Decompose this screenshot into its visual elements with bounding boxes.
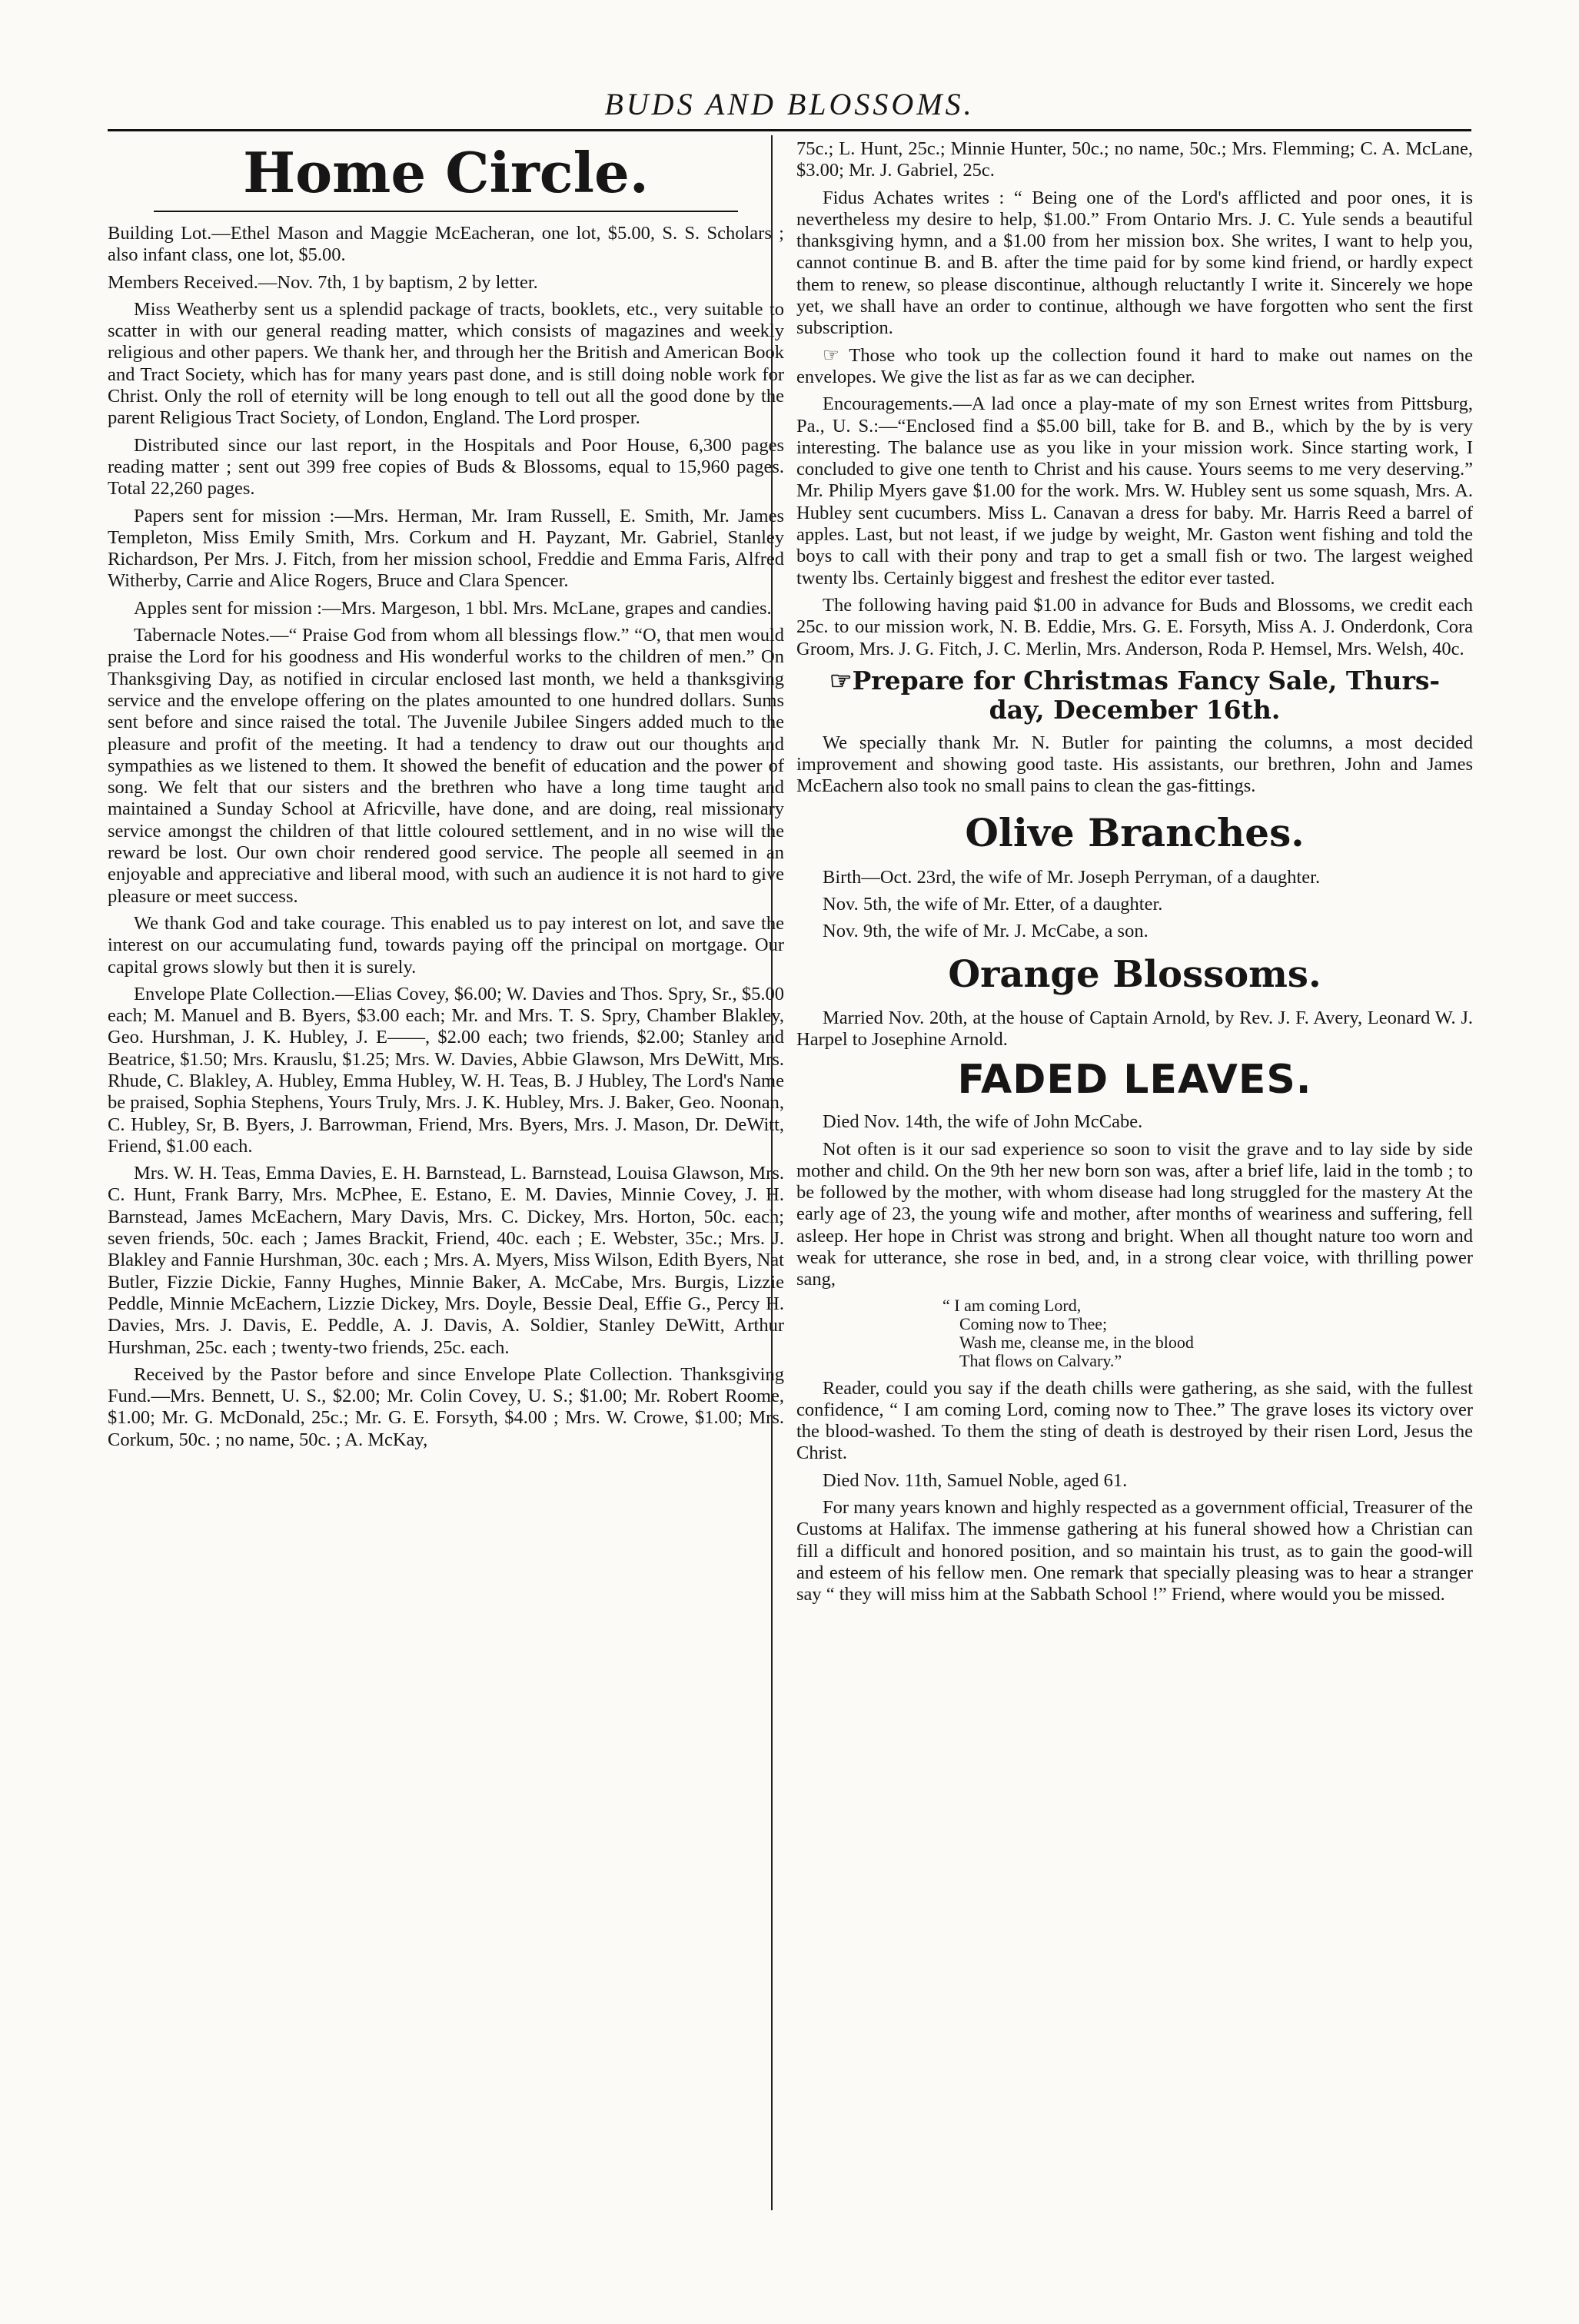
top-rule <box>108 129 1471 131</box>
birth-2: Nov. 5th, the wife of Mr. Etter, of a daughter. <box>823 894 1163 915</box>
obituary-mccabe: Not often is it our sad experience so soon to visit the grave and to lay side by side mother and child. On the 9th her new born son was, after a brief life, laid in the tomb ; to be followed by the mother, with whom disease had long struggled for the mastery At the early age of 23, the young wife and mother, after months of weariness and suffering, fell asleep. Her hope in Christ was strong and bright. When all thought nature too worn and weak for utterance, she rose in bed, and, in a strong clear voice, with thrilling power sang, <box>796 1138 1473 1290</box>
hymn-line: “ I am coming Lord, <box>942 1295 1082 1315</box>
decipher-note-paragraph: ☞ Those who took up the collection found it hard to make out names on the envelopes. We give the list as far as we can decipher. <box>796 344 1473 387</box>
orange-blossoms-heading: Orange Blossoms. <box>948 952 1321 996</box>
collection-continued-paragraph: Mrs. W. H. Teas, Emma Davies, E. H. Barnstead, L. Barnstead, Louisa Glawson, Mrs. C. Hunt, Frank Barry, Mrs. McPhee, E. Estano, E. M. Davies, Minnie Covey, J. H. Barnstead, James McEachern, Mary Davis, Mrs. C. Dickey, Mrs. Horton, 50c. each; seven friends, 50c. each ; James Brackit, Friend, 40c. each ; E. Webster, 35c.; Mrs. J. Blakley and Fannie Hurshman, 30c. each ; Mrs. A. Myers, Miss Wilson, Edith Byers, Nat Butler, Fizzie Dickie, Fanny Hughes, Minnie Baker, A. McCabe, Mrs. Burgis, Lizzie Peddle, Minnie McEachern, Lizzie Dickey, Mrs. Doyle, Bessie Deal, Effie G., Percy H. Davies, Mrs. J. Davis, E. Peddle, A. J. Davis, A. Soldier, Stanley DeWitt, Arthur Hurshman, 25c. each ; twenty-two friends, 25c. each. <box>108 1163 784 1358</box>
obituary-noble: For many years known and highly respected as a government official, Treasurer of the Customs at Halifax. The immense gathering at his funeral showed how a Christian can fill a difficult and honored position, and so maintain his trust, as to gain the good-will and esteem of his fellow men. One remark that specially pleasing was to hear a stranger say “ they will miss him at the Sabbath School !” Friend, where would you be missed. <box>796 1497 1473 1605</box>
building-lot-paragraph: Building Lot.—Ethel Mason and Maggie McEacheran, one lot, $5.00, S. S. Scholars ; also infant class, one lot, $5.00. <box>108 223 784 266</box>
members-received-paragraph: Members Received.—Nov. 7th, 1 by baptism, 2 by letter. <box>108 271 538 293</box>
hymn-verse <box>942 1296 1473 1370</box>
sale-line-2: day, December 16th. <box>989 694 1281 725</box>
courage-paragraph: We thank God and take courage. This enabled us to pay interest on lot, and save the interest on our accumulating fund, towards paying off the principal on mortgage. Our capital grows slowly but then it is surely. <box>108 912 784 978</box>
christmas-sale-notice <box>796 666 1473 725</box>
died-mccabe: Died Nov. 14th, the wife of John McCabe. <box>823 1111 1143 1133</box>
olive-branches-heading: Olive Branches. <box>965 809 1305 855</box>
birth-3: Nov. 9th, the wife of Mr. J. McCabe, a son. <box>823 921 1149 942</box>
hymn-line: Wash me, cleanse me, in the blood <box>959 1332 1194 1352</box>
birth-1: Birth—Oct. 23rd, the wife of Mr. Joseph Perryman, of a daughter. <box>823 866 1321 888</box>
sale-line-1: ☞Prepare for Christmas Fancy Sale, Thurs- <box>829 665 1441 696</box>
advance-paid-paragraph: The following having paid $1.00 in advance for Buds and Blossoms, we credit each 25c. to our mission work, N. B. Eddie, Mrs. G. E. Forsyth, Miss A. J. Onderdonk, Cora Groom, Mrs. J. G. Fitch, J. C. Merlin, Mrs. Anderson, Roda P. Hemsel, Mrs. Welsh, 40c. <box>796 594 1473 659</box>
obituary-mccabe-continued: Reader, could you say if the death chills were gathering, as she said, with the fullest confidence, “ I am coming Lord, coming now to Thee.” The grave loses its victory over the blood-washed. To them the sting of death is destroyed by their risen Lord, Jesus the Christ. <box>796 1377 1473 1464</box>
home-circle-heading: Home Circle. <box>154 138 738 212</box>
hymn-line: Coming now to Thee; <box>959 1313 1108 1333</box>
married-paragraph: Married Nov. 20th, at the house of Captain Arnold, by Rev. J. F. Avery, Leonard W. J. Harpel to Josephine Arnold. <box>796 1007 1473 1050</box>
papers-sent-paragraph: Papers sent for mission :—Mrs. Herman, Mr. Iram Russell, E. Smith, Mr. James Templeton, Miss Emily Smith, Mrs. Corkum and H. Payzant, Mr. Gabriel, Stanley Richardson, Per Mrs. J. Fitch, from her mission school, Freddie and Emma Faris, Alfred Witherby, Carrie and Alice Rogers, Bruce and Clara Spencer. <box>108 505 784 592</box>
collection-cont-paragraph: 75c.; L. Hunt, 25c.; Minnie Hunter, 50c.; no name, 50c.; Mrs. Flemming; C. A. McLane, $3.00; Mr. J. Gabriel, 25c. <box>796 138 1473 181</box>
faded-leaves-heading: FADED LEAVES. <box>957 1057 1312 1104</box>
tracts-paragraph: Miss Weatherby sent us a splendid package of tracts, booklets, etc., very suitable to scatter in with our general reading matter, which consists of magazines and weekly religious and other papers. We thank her, and through her the British and American Book and Tract Society, which has for many years past done, and is still doing noble work for Christ. Only the roll of eternity will be long enough to tell out all the good done by the parent Religious Tract Society, of London, England. The Lord prosper. <box>108 298 784 429</box>
envelope-collection-paragraph: Envelope Plate Collection.—Elias Covey, $6.00; W. Davies and Thos. Spry, Sr., $5.00 each; M. Manuel and B. Byers, $3.00 each; Mr. and Mrs. T. S. Spry, Chamber Blakley, Geo. Hurshman, J. K. Hubley, J. E——, $2.00 each; two friends, $2.00; Stanley and Beatrice, $1.50; Mrs. Krauslu, $1.25; Mrs. W. Davies, Abbie Glawson, Mrs DeWitt, Mrs. Rhude, C. Blakley, A. Hubley, Emma Hubley, W. H. Teas, B. J Hubley, The Lord's Name be praised, Sophia Stephens, Yours Truly, Mrs. J. K. Hubley, Mrs. J. Baker, Geo. Noonan, C. Hubley, Sr, B. Byers, J. Barrowman, Friend, Mrs. Byers, Mrs. J. Mason, Dr. DeWitt, Friend, $1.00 each. <box>108 983 784 1157</box>
tabernacle-notes-paragraph: Tabernacle Notes.—“ Praise God from whom all blessings flow.” “O, that men would praise the Lord for his goodness and His wonderful works to the children of men.” On Thanksgiving Day, as notified in circular enclosed last month, we held a thanksgiving service and the envelope offering on the plates amounted to one hundred dollars. Sums sent before and since raised the total. The Juvenile Jubilee Singers added much to the pleasure and profit of the meeting. It had a tendency to draw out our thoughts and sympathies as we listened to them. It showed the benefit of education and the power of song. We felt that our sisters and the brethren who have a long time taught and maintained a Sunday School at Africville, have done, and are doing, real missionary service amongst the children of that little coloured settlement, and in no wise will the reward be lost. Our own choir rendered good service. The people all seemed in an enjoyable and appreciative and liberal mood, with such an audience it is not hard to give pleasure or meet success. <box>108 625 784 907</box>
encouragements-paragraph: Encouragements.—A lad once a play-mate of my son Ernest writes from Pittsburg, Pa., U. S.:—“Enclosed find a $5.00 bill, take for B. and B., which by the by is very interesting. The balance use as you like in your mission work. Since starting work, I concluded to give one tenth to Christ and his cause. Yours seems to me very deserving.” Mr. Philip Myers gave $1.00 for the work. Mrs. W. Hubley sent us some squash, Mrs. A. Hubley sent cucumbers. Miss L. Canavan a dress for baby. Mr. Harris Reed a barrel of apples. Last, but not least, if we judge by weight, Mr. Gaston went fishing and told the boys to call with their pony and trap to get a small fish or two. The largest weighed twenty lbs. Certainly biggest and freshest the editor ever tasted. <box>796 393 1473 589</box>
hymn-line: That flows on Calvary.” <box>959 1350 1122 1370</box>
distributed-paragraph: Distributed since our last report, in the Hospitals and Poor House, 6,300 pages reading matter ; sent out 399 free copies of Buds & Blossoms, equal to 15,960 pages. Total 22,260 pages. <box>108 434 784 500</box>
thanks-paragraph: We specially thank Mr. N. Butler for painting the columns, a most decided improvement and showing good taste. His assistants, our brethren, John and James McEachern also took no small pains to clean the gas-fittings. <box>796 732 1473 797</box>
died-noble: Died Nov. 11th, Samuel Noble, aged 61. <box>823 1469 1128 1491</box>
fidus-achates-paragraph: Fidus Achates writes : “ Being one of the Lord's afflicted and poor ones, it is nevertheless my desire to help, $1.00.” From Ontario Mrs. J. C. Yule sends a beautiful thanksgiving hymn, and a $1.00 from her mission box. She writes, I want to help you, cannot continue B. and B. after the time paid for by some kind friend, or hardly expect them to renew, so please discontinue, although reluctantly I write it. Sincerely we hope yet, we shall have an order to continue, although we have forgotten who sent the first subscription. <box>796 187 1473 339</box>
running-head: BUDS AND BLOSSOMS. <box>604 87 975 121</box>
pastor-received-paragraph: Received by the Pastor before and since Envelope Plate Collection. Thanksgiving Fund.—Mrs. Bennett, U. S., $2.00; Mr. Colin Covey, U. S.; $1.00; Mr. Robert Roome, $1.00; Mr. G. McDonald, 25c.; Mr. G. E. Forsyth, $4.00 ; Mrs. W. Crowe, $1.00; Mrs. Corkum, 50c. ; no name, 50c. ; A. McKay, <box>108 1363 784 1450</box>
right-column <box>796 138 1473 1612</box>
left-column <box>108 138 784 1456</box>
apples-paragraph: Apples sent for mission :—Mrs. Margeson, 1 bbl. Mrs. McLane, grapes and candies. <box>134 597 772 619</box>
